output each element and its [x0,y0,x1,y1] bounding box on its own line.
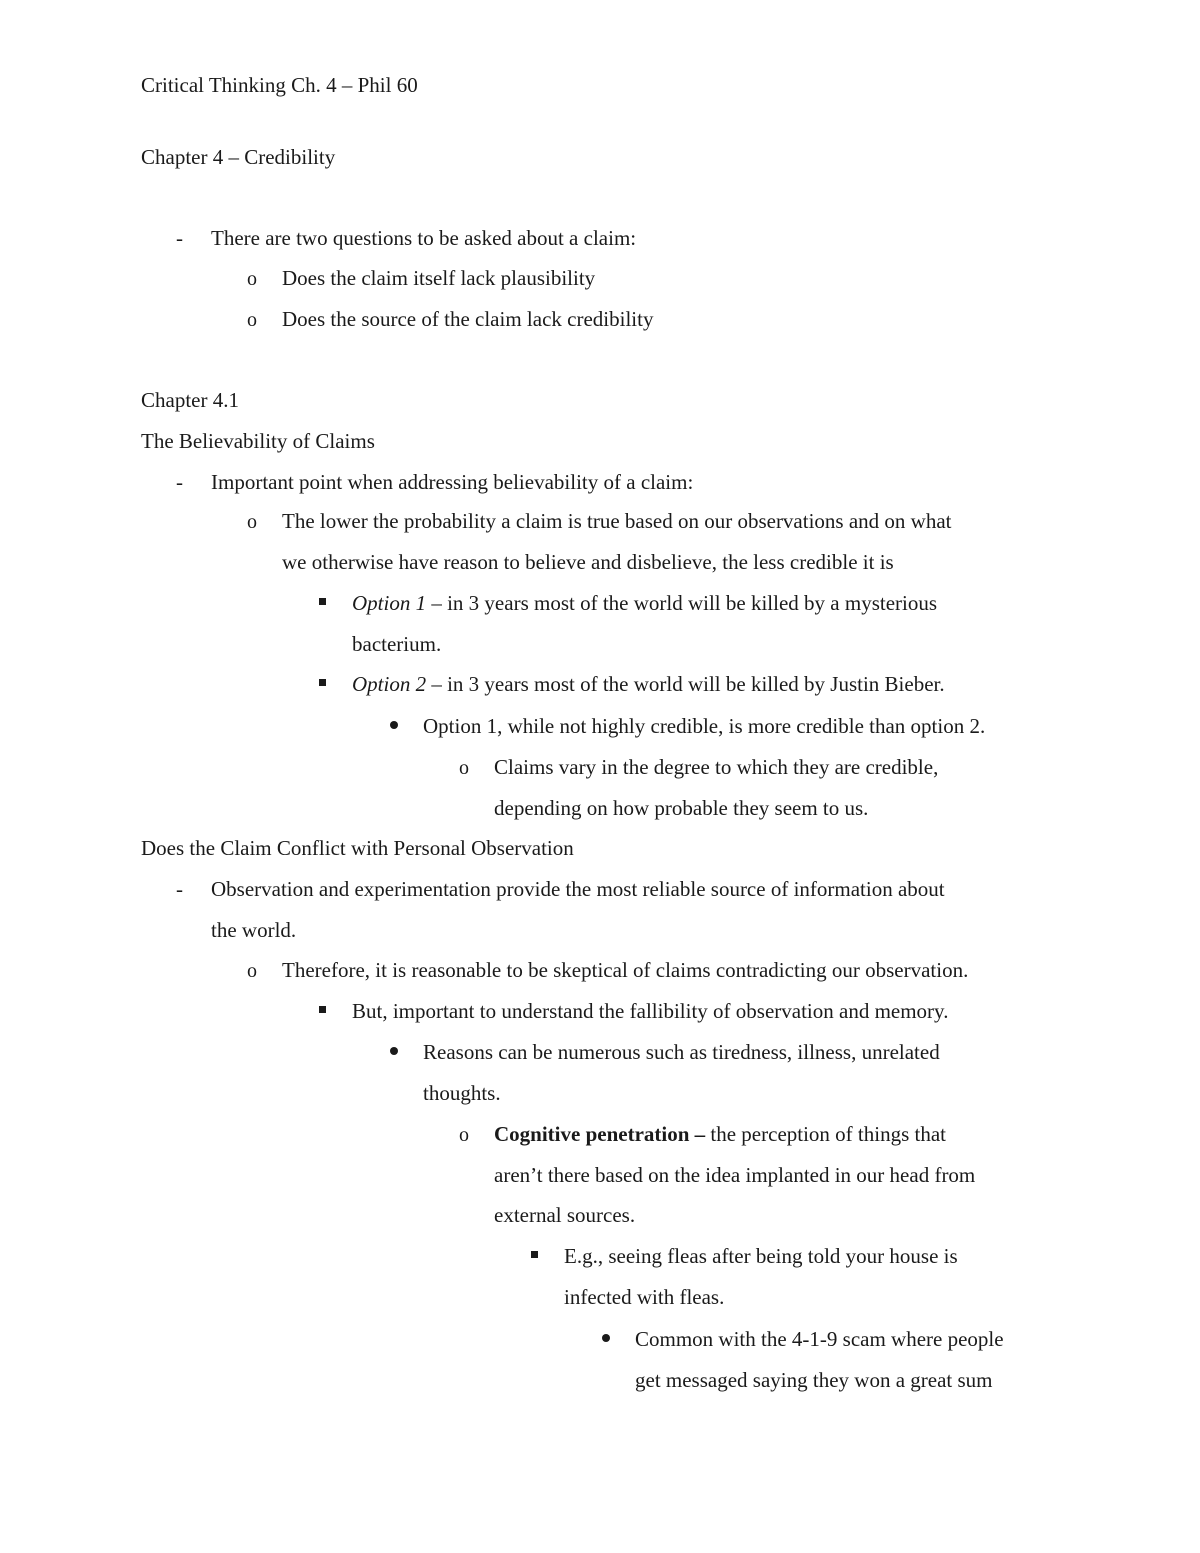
observation-line-1: Observation and experimentation provide the most reliable source of information about [211,877,945,901]
observation-heading: Does the Claim Conflict with Personal Observation [141,836,574,860]
option-1-line-1 [352,590,937,616]
chapter-4-heading: Chapter 4 – Credibility [141,145,336,169]
question-1: Does the claim itself lack plausibility [282,266,596,290]
claims-vary-line-2: depending on how probable they seem to us. [494,796,869,820]
option-1-line-2: bacterium. [352,632,442,656]
observation-line-2: the world. [211,918,297,942]
cognitive-penetration-line-3: external sources. [494,1203,636,1227]
circle-bullet-marker: o [247,309,257,331]
document-title: Critical Thinking Ch. 4 – Phil 60 [141,73,418,97]
reasons-line-1: Reasons can be numerous such as tiredness, illness, unrelated [423,1040,940,1064]
intro-text: There are two questions to be asked about a claim: [211,226,637,250]
circle-bullet-marker: o [247,960,257,982]
dash-bullet-marker: - [176,470,183,494]
fallibility-text: But, important to understand the fallibility of observation and memory. [352,999,949,1023]
square-bullet-icon [531,1251,538,1258]
therefore-text: Therefore, it is reasonable to be skeptical of claims contradicting our observation. [282,958,969,982]
cognitive-penetration-term: Cognitive penetration – [494,1122,706,1146]
dash-bullet-marker: - [176,877,183,901]
claims-vary-line-1: Claims vary in the degree to which they are credible, [494,755,939,779]
important-point-text: Important point when addressing believability of a claim: [211,470,694,494]
chapter-4-1-heading: Chapter 4.1 [141,388,239,412]
lower-probability-line-2: we otherwise have reason to believe and disbelieve, the less credible it is [282,550,894,574]
question-2: Does the source of the claim lack credibility [282,307,654,331]
compare-options-text: Option 1, while not highly credible, is more credible than option 2. [423,714,986,738]
circle-bullet-marker: o [247,511,257,533]
round-bullet-icon [390,1047,398,1055]
round-bullet-icon [602,1334,610,1342]
option-2-label: Option 2 [352,672,427,696]
reasons-line-2: thoughts. [423,1081,501,1105]
example-line-2: infected with fleas. [564,1285,725,1309]
round-bullet-icon [390,721,398,729]
square-bullet-icon [319,598,326,605]
circle-bullet-marker: o [459,1124,469,1146]
scam-line-1: Common with the 4-1-9 scam where people [635,1327,1004,1351]
cognitive-penetration-line-2: aren’t there based on the idea implanted in our head from [494,1163,976,1187]
dash-bullet-marker: - [176,226,183,250]
option-1-text: – in 3 years most of the world will be killed by a mysterious [426,591,938,615]
option-1-label: Option 1 [352,591,427,615]
circle-bullet-marker: o [459,757,469,779]
lower-probability-line-1: The lower the probability a claim is true based on our observations and on what [282,509,952,533]
option-2-line [352,671,945,697]
believability-subheading: The Believability of Claims [141,429,375,453]
cognitive-penetration-line-1 [494,1121,946,1147]
cognitive-penetration-definition: the perception of things that [705,1122,947,1146]
example-line-1: E.g., seeing fleas after being told your house is [564,1244,958,1268]
square-bullet-icon [319,1006,326,1013]
option-2-text: – in 3 years most of the world will be killed by Justin Bieber. [426,672,945,696]
circle-bullet-marker: o [247,268,257,290]
scam-line-2: get messaged saying they won a great sum [635,1368,993,1392]
square-bullet-icon [319,679,326,686]
